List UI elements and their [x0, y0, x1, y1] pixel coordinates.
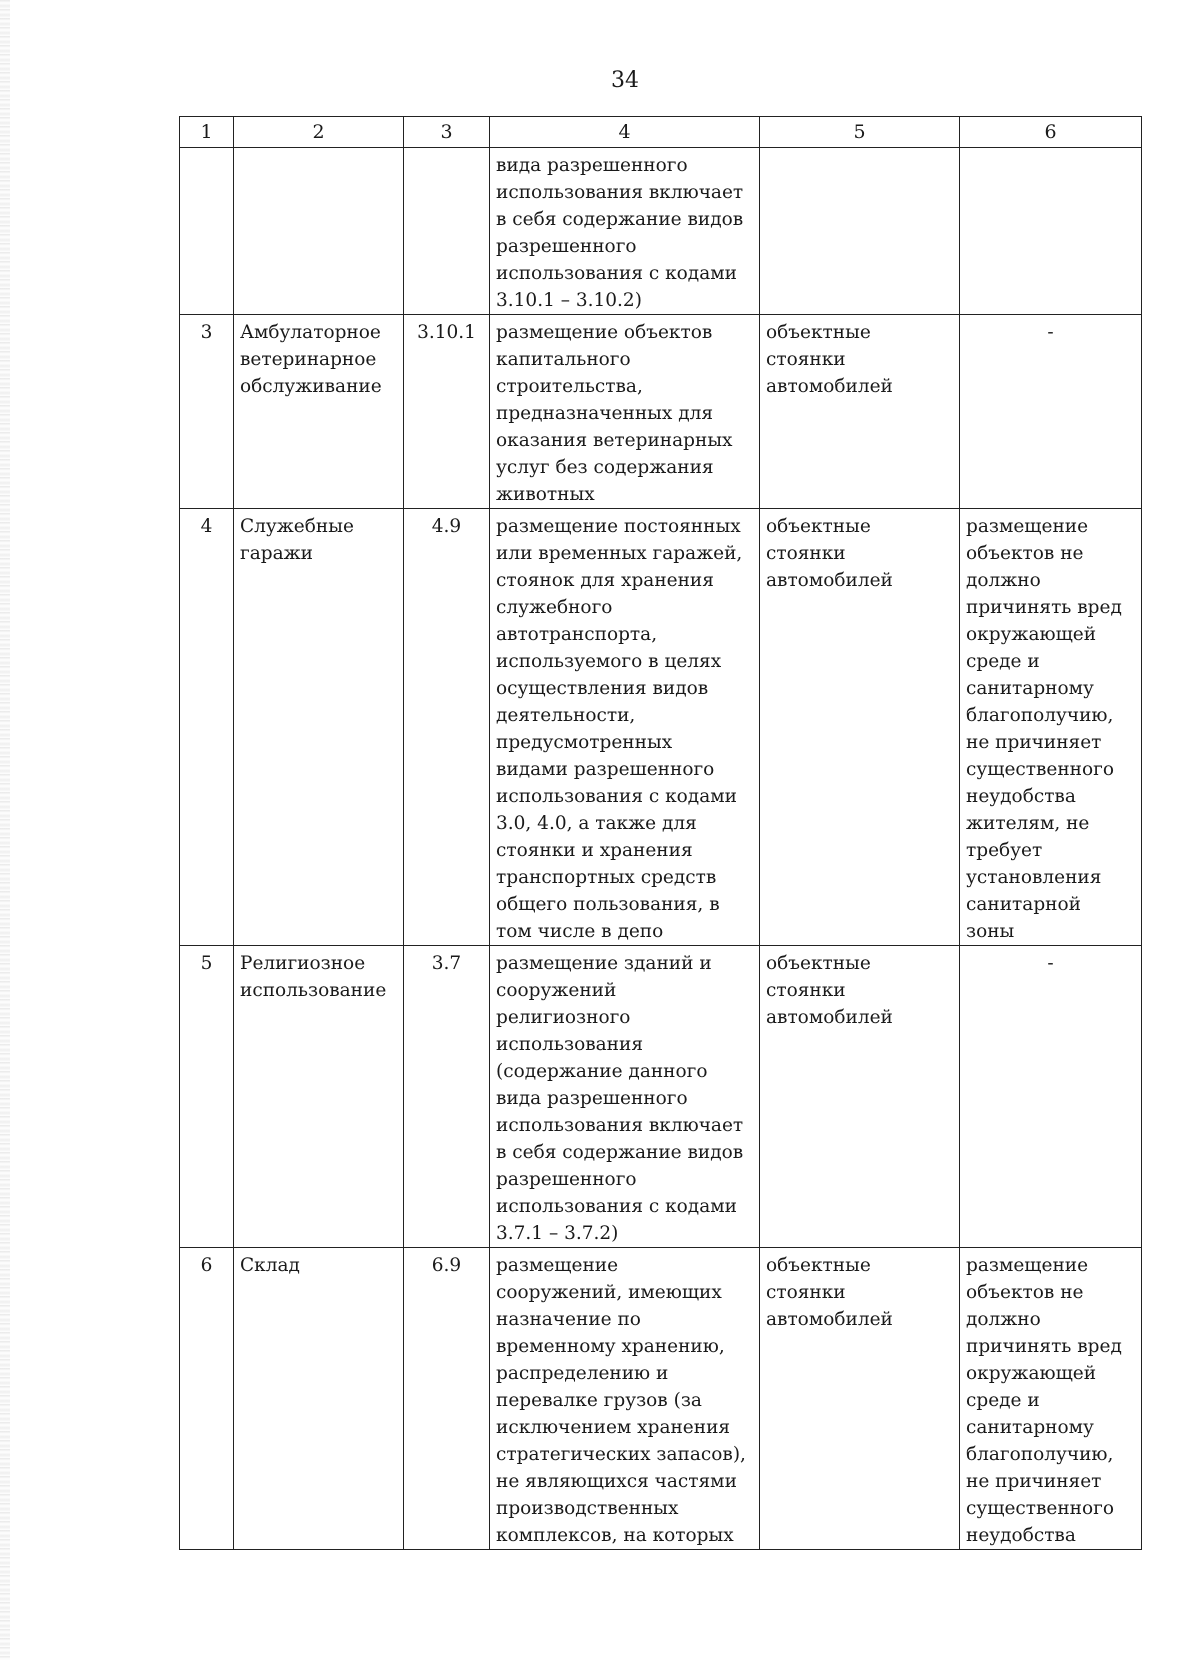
restrictions: [960, 148, 1142, 315]
use-type-name: Амбулаторное ветеринарное обслуживание: [234, 315, 404, 509]
auxiliary-use: объектные стоянки автомобилей: [760, 509, 960, 946]
page-number: 34: [611, 68, 639, 93]
use-type-code: 4.9: [404, 509, 490, 946]
use-type-code: [404, 148, 490, 315]
restrictions: размещение объектов не должно причинять вред окружающей среде и санитарному благополучию, не причиняет существенного неудобства жителям, не требует установления санитарной зоны: [960, 509, 1142, 946]
use-type-code: 3.7: [404, 946, 490, 1248]
use-description: размещение постоянных или временных гаражей, стоянок для хранения служебного автотранспорта, используемого в целях осуществления видов деятельности, предусмотренных видами разрешенного использования с кодами 3.0, 4.0, а также для стоянки и хранения транспортных средств общего пользования, в том числе в депо: [490, 509, 760, 946]
table-row: [180, 148, 1142, 315]
header-col-1: 1: [180, 117, 234, 148]
header-col-2: 2: [234, 117, 404, 148]
auxiliary-use: объектные стоянки автомобилей: [760, 946, 960, 1248]
use-type-name: Служебные гаражи: [234, 509, 404, 946]
restrictions: -: [960, 315, 1142, 509]
table-header-row: [180, 117, 1142, 148]
header-col-6: 6: [960, 117, 1142, 148]
auxiliary-use: объектные стоянки автомобилей: [760, 315, 960, 509]
auxiliary-use: объектные стоянки автомобилей: [760, 1248, 960, 1550]
row-number: 6: [180, 1248, 234, 1550]
scan-edge-artifact: [0, 0, 10, 1660]
header-col-4: 4: [490, 117, 760, 148]
use-type-name: Склад: [234, 1248, 404, 1550]
table-row: [180, 509, 1142, 946]
use-type-code: 6.9: [404, 1248, 490, 1550]
use-type-code: 3.10.1: [404, 315, 490, 509]
use-type-name: Религиозное использование: [234, 946, 404, 1248]
land-use-table: [179, 116, 1142, 1550]
use-type-name: [234, 148, 404, 315]
restrictions: -: [960, 946, 1142, 1248]
header-col-3: 3: [404, 117, 490, 148]
row-number: 4: [180, 509, 234, 946]
auxiliary-use: [760, 148, 960, 315]
use-description: размещение зданий и сооружений религиозного использования (содержание данного вида разрешенного использования включает в себя содержание видов разрешенного использования с кодами 3.7.1 – 3.7.2): [490, 946, 760, 1248]
use-description: размещение сооружений, имеющих назначение по временному хранению, распределению и перевалке грузов (за исключением хранения стратегических запасов), не являющихся частями производственных комплексов, на которых: [490, 1248, 760, 1550]
use-description: размещение объектов капитального строительства, предназначенных для оказания ветеринарных услуг без содержания животных: [490, 315, 760, 509]
table-row: [180, 946, 1142, 1248]
table-row: [180, 315, 1142, 509]
table-row: [180, 1248, 1142, 1550]
header-col-5: 5: [760, 117, 960, 148]
use-description: вида разрешенного использования включает в себя содержание видов разрешенного использования с кодами 3.10.1 – 3.10.2): [490, 148, 760, 315]
row-number: 3: [180, 315, 234, 509]
row-number: [180, 148, 234, 315]
row-number: 5: [180, 946, 234, 1248]
restrictions: размещение объектов не должно причинять вред окружающей среде и санитарному благополучию, не причиняет существенного неудобства: [960, 1248, 1142, 1550]
